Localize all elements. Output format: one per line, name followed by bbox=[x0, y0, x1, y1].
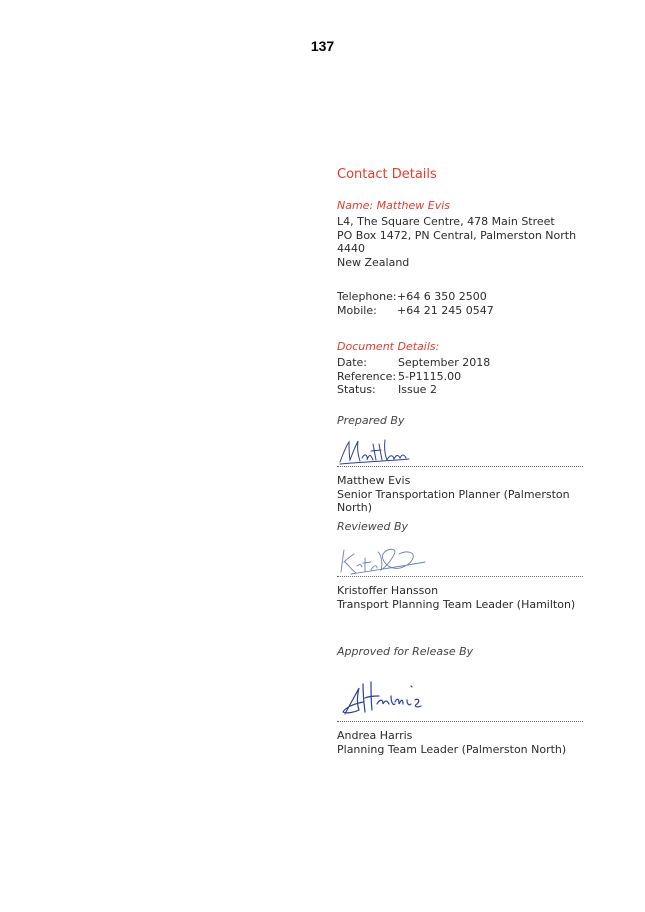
mobile-row bbox=[337, 304, 494, 318]
document-details bbox=[337, 356, 490, 397]
reviewed-signature-line bbox=[337, 576, 583, 577]
reviewed-name: Kristoffer Hansson bbox=[337, 584, 439, 597]
approved-signature bbox=[337, 676, 429, 720]
reviewed-title: Transport Planning Team Leader (Hamilton) bbox=[337, 597, 576, 611]
contact-name: Name: Matthew Evis bbox=[337, 199, 450, 212]
reviewed-label: Reviewed By bbox=[337, 520, 409, 533]
status-label: Status: bbox=[337, 383, 376, 396]
date-row bbox=[337, 356, 490, 370]
approved-name: Andrea Harris bbox=[337, 729, 413, 742]
mobile-label: Mobile: bbox=[337, 303, 377, 317]
page-number: 137 bbox=[310, 38, 335, 54]
approved-signature-line bbox=[337, 721, 583, 722]
telephone-row bbox=[337, 290, 494, 304]
date-label: Date: bbox=[337, 356, 367, 369]
approved-title: Planning Team Leader (Palmerston North) bbox=[337, 742, 567, 756]
approved-label: Approved for Release By bbox=[337, 645, 474, 658]
date-value: September 2018 bbox=[398, 356, 491, 369]
reviewed-signature bbox=[337, 544, 429, 576]
contact-heading: Contact Details bbox=[337, 167, 437, 182]
address-line: 4440 bbox=[337, 242, 365, 255]
reference-row bbox=[337, 370, 490, 384]
prepared-label: Prepared By bbox=[337, 414, 405, 427]
contact-phones bbox=[337, 290, 494, 317]
contact-address bbox=[337, 215, 576, 269]
reviewed-signature-stroke bbox=[341, 549, 425, 574]
reviewed-person bbox=[337, 584, 587, 611]
document-heading: Document Details: bbox=[337, 340, 440, 353]
prepared-signature bbox=[337, 436, 417, 466]
prepared-signature-line bbox=[337, 466, 583, 467]
mobile-value: +64 21 245 0547 bbox=[397, 303, 494, 317]
telephone-label: Telephone: bbox=[337, 290, 397, 303]
prepared-title: Senior Transportation Planner (Palmerston North) bbox=[337, 487, 570, 514]
address-line: L4, The Square Centre, 478 Main Street bbox=[337, 215, 555, 228]
prepared-person bbox=[337, 474, 587, 515]
reference-label: Reference: bbox=[337, 369, 397, 383]
address-line: PO Box 1472, PN Central, Palmerston North bbox=[337, 228, 577, 242]
approved-signature-stroke bbox=[343, 682, 421, 714]
prepared-name: Matthew Evis bbox=[337, 474, 411, 487]
status-row bbox=[337, 383, 490, 397]
address-line: New Zealand bbox=[337, 255, 410, 269]
approved-person bbox=[337, 729, 587, 756]
telephone-value: +64 6 350 2500 bbox=[397, 290, 487, 303]
reference-value: 5-P1115.00 bbox=[398, 369, 462, 383]
status-value: Issue 2 bbox=[398, 383, 437, 396]
prepared-signature-stroke bbox=[340, 440, 409, 464]
